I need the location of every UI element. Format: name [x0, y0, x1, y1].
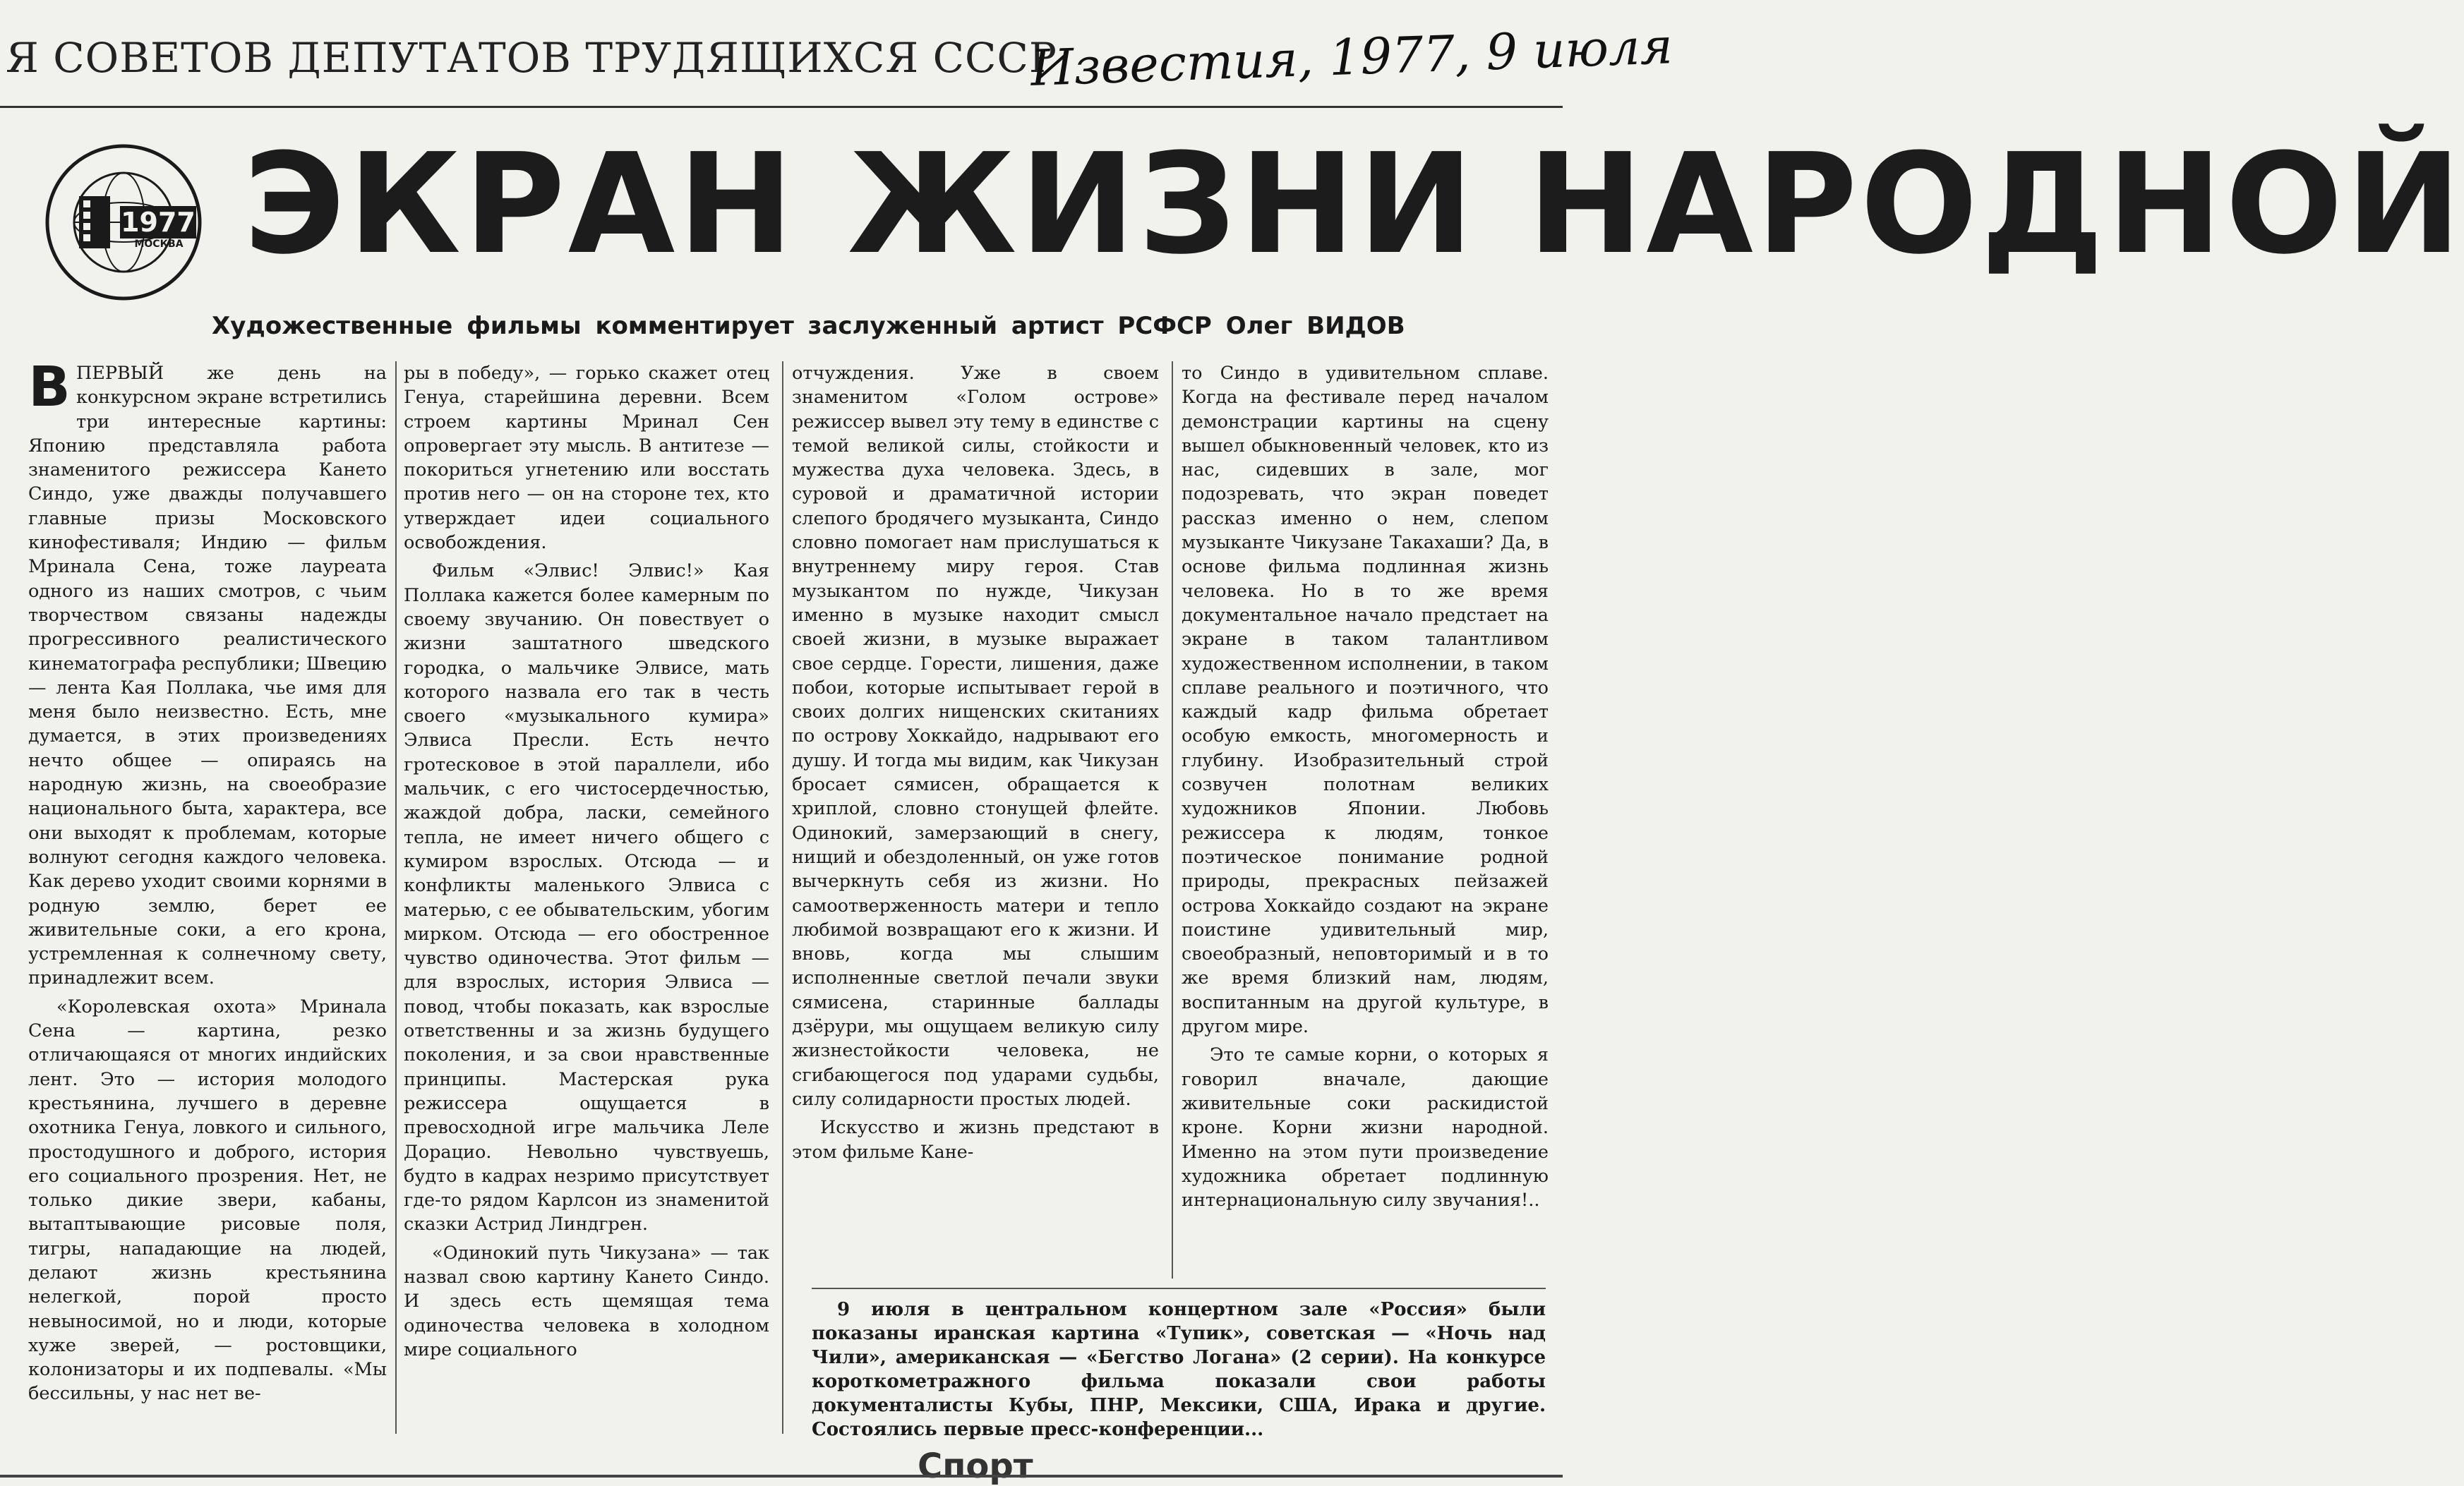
next-article-fragment: Спорт — [918, 1446, 1033, 1486]
column-divider — [395, 361, 397, 1434]
column-divider — [782, 361, 783, 1434]
article-subheadline: Художественные фильмы комментирует заслуженный артист РСФСР Олег ВИДОВ — [212, 312, 1405, 340]
handwritten-date-note: Известия, 1977, 9 июля — [1029, 17, 1674, 97]
paragraph: отчуждения. Уже в своем знаменитом «Голом острове» режиссер вывел эту тему в единстве с темой великой силы, стойкости и мужества духа человека. Здесь, в суровой и драматичной истории слепого бродячего музыканта, Синдо словно помогает нам прислушаться к внутреннему миру героя. Став музыкантом по нужде, Чикузан именно в музыке находит смысл своей жизни, в музыке выражает свое сердце. Горести, лишения, даже побои, которые испытывает герой в своих долгих нищенских скитаниях по острову Хоккайдо, надрывают его душу. И тогда мы видим, как Чикузан бросает сямисен, обращается к хриплой, словно стонущей флейте. Одинокий, замерзающий в снегу, нищий и обездоленный, он уже готов вычеркнуть себя из жизни. Но самоотверженность матери и тепло любимой возвращают его к жизни. И вновь, когда мы слышим исполненные светлой печали звуки сямисена, старинные баллады дзёрури, мы ощущаем великую силу жизнестойкости человека, не сгибающегося под ударами судьбы, силу солидарности простых людей. — [792, 363, 1159, 1110]
paragraph: Это те самые корни, о которых я говорил вначале, дающие живительные соки раскидистой кроне. Корни жизни народной. Именно на этом пути произведение художника обретает подлинную интернациональную силу звучания!.. — [1182, 1044, 1549, 1212]
festival-year-badge: 1977 — [121, 207, 196, 238]
paragraph: ры в победу», — горько скажет отец Генуа, старейшина деревни. Всем строем картины Мринал Сен опровергает эту мысль. В антитезе — покориться угнетению или восстать против него — он на стороне тех, кто утверждает идеи социального освобождения. — [404, 363, 769, 554]
page-bottom-rule — [0, 1475, 1563, 1478]
festival-city-label: МОСКВА — [134, 238, 184, 250]
article-column-2 — [404, 361, 769, 1462]
article-headline: ЭКРАН ЖИЗНИ НАРОДНОЙ — [244, 124, 2464, 285]
paragraph: «Одинокий путь Чикузана» — так назвал свою картину Кането Синдо. И здесь есть щемящая тема одиночества человека в холодном мире социального — [404, 1242, 769, 1360]
paragraph: то Синдо в удивительном сплаве. Когда на фестивале перед началом демонстрации картины на сцену вышел обыкновенный человек, кто из нас, сидевших в зале, мог подозревать, что экран поведет рассказ именно о нем, слепом музыканте Чикузане Такахаши? Да, в основе фильма подлинная жизнь человека. Но в то же время документальное начало предстает на экране в таком талантливом художественном исполнении, в таком сплаве реального и поэтичного, что каждый кадр фильма обретает особую емкость, многомерность и глубину. Изобразительный строй созвучен полотнам великих художников Японии. Любовь режиссера к людям, тонкое поэтическое понимание родной природы, прекрасных пейзажей острова Хоккайдо создают на экране поистине удивительный мир, своеобразный, неповторимый и в то же время близкий нам, людям, воспитанным на другой культуре, в другом мире. — [1182, 363, 1549, 1038]
paragraph: Фильм «Элвис! Элвис!» Кая Поллака кажется более камерным по своему звучанию. Он повествует о жизни заштатного шведского городка, о мальчике Элвисе, мать которого назвала его так в честь своего «музыкального кумира» Элвиса Пресли. Есть нечто гротесковое в этой параллели, ибо мальчик, с его чистосердечностью, жаждой добра, ласки, семейного тепла, не имеет ничего общего с кумиром взрослых. Отсюда — и конфликты маленького Элвиса с матерью, с ее обывательским, убогим мирком. Отсюда — его обостренное чувство одиночества. Этот фильм — для взрослых, история Элвиса — повод, чтобы показать, как взрослые ответственны и за жизнь будущего поколения, и за свои нравственные принципы. Мастерская рука режиссера ощущается в превосходной игре мальчика Леле Дорацио. Невольно чувствуешь, будто в кадрах незримо присутствует где-то рядом Карлсон из знаменитой сказки Астрид Линдгрен. — [404, 560, 769, 1236]
drop-cap: В — [28, 356, 71, 419]
news-note-text: 9 июля в центральном концертном зале «Россия» были показаны иранская картина «Тупик», советская — «Ночь над Чили», американская — «Бегство Логана» (2 серии). На конкурсе короткометражного фильма показали свои работы документалисты Кубы, ПНР, Мексики, США, Ирака и другие. Состоялись первые пресс-конференции... — [812, 1299, 1546, 1440]
column-divider — [1172, 361, 1173, 1279]
festival-news-note — [812, 1288, 1546, 1442]
paragraph: Искусство и жизнь предстают в этом фильме Кане- — [792, 1117, 1159, 1163]
masthead — [0, 0, 1674, 108]
paragraph: ПЕРВЫЙ же день на конкурсном экране встретились три интересные картины: Японию представляла работа знаменитого режиссера Кането Синдо, уже дважды получавшего главные призы Московского кинофестиваля; Индию — фильм Мринала Сена, тоже лауреата одного из наших смотров, с чьим творчеством связаны надежды прогрессивного реалистического кинематографа республики; Швецию — лента Кая Поллака, чье имя для меня было неизвестно. Есть, мне думается, в этих произведениях нечто общее — опираясь на народную жизнь, на своеобразие национального быта, характера, все они выходят к проблемам, которые волнуют сегодня каждого человека. Как дерево уходит своими корнями в родную землю, берет ее живительные соки, а его крона, устремленная к солнечному свету, принадлежит всем. — [28, 363, 387, 989]
newspaper-masthead-title: Я СОВЕТОВ ДЕПУТАТОВ ТРУДЯЩИХСЯ СССР — [6, 34, 1057, 82]
paragraph: «Королевская охота» Мринала Сена — картина, резко отличающаяся от многих индийских лент. Это — история молодого крестьянина, лучшего в деревне охотника Генуа, ловкого и сильного, простодушного и доброго, история его социального прозрения. Нет, не только дикие звери, кабаны, вытаптывающие рисовые поля, тигры, нападающие на людей, делают жизнь крестьянина нелегкой, порой просто невыносимой, но и люди, которые хуже зверей, — ростовщики, колонизаторы и их подпевалы. «Мы бессильны, у нас нет ве- — [28, 996, 387, 1405]
article-column-3 — [792, 361, 1159, 1271]
article-column-4 — [1182, 361, 1549, 1271]
article-column-1 — [28, 356, 387, 1462]
